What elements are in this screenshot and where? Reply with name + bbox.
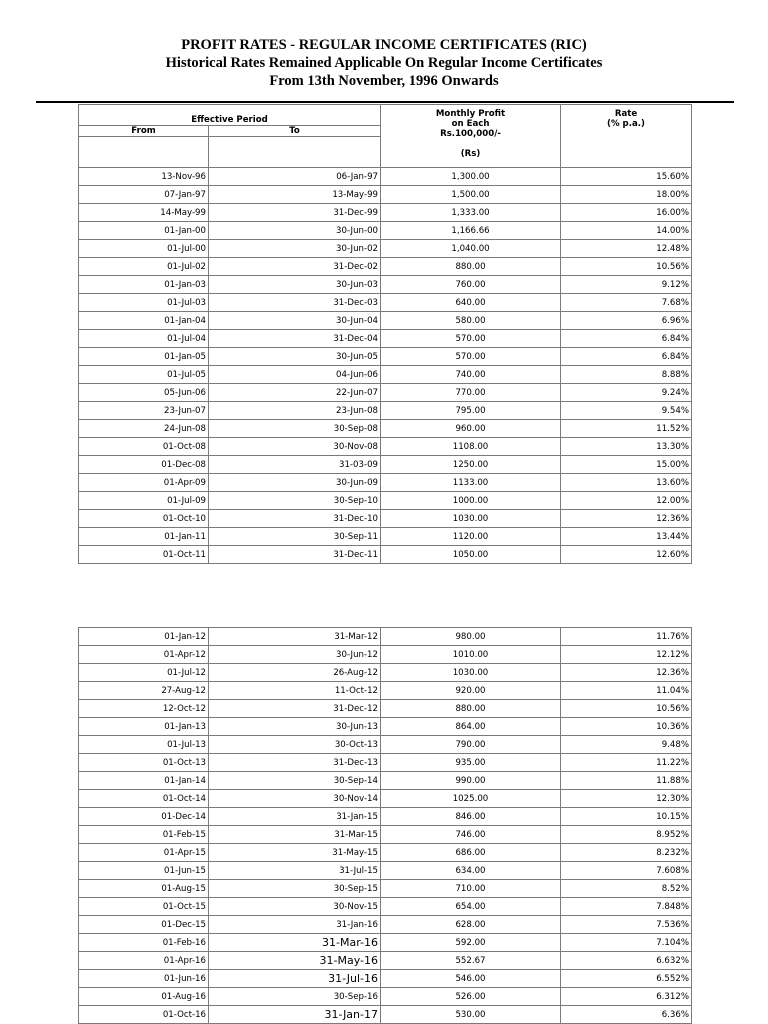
cell-rate: 6.84% — [561, 348, 692, 366]
table-row — [79, 258, 692, 276]
cell-to: 30-Sep-08 — [209, 420, 381, 438]
table-row — [79, 168, 692, 186]
cell-profit: 920.00 — [381, 682, 561, 700]
cell-rate: 11.88% — [561, 772, 692, 790]
cell-profit: 795.00 — [381, 402, 561, 420]
cell-to: 30-Sep-16 — [209, 988, 381, 1006]
cell-from: 01-Apr-12 — [79, 646, 209, 664]
cell-from: 01-Dec-08 — [79, 456, 209, 474]
table-row — [79, 934, 692, 952]
cell-from: 01-Jun-15 — [79, 862, 209, 880]
table-row — [79, 646, 692, 664]
cell-profit: 526.00 — [381, 988, 561, 1006]
cell-profit: 1120.00 — [381, 528, 561, 546]
cell-from: 12-Oct-12 — [79, 700, 209, 718]
header-from-spacer — [79, 137, 209, 168]
cell-profit: 580.00 — [381, 312, 561, 330]
cell-profit: 1,300.00 — [381, 168, 561, 186]
table-row — [79, 862, 692, 880]
table-row — [79, 348, 692, 366]
cell-to: 31-Mar-12 — [209, 628, 381, 646]
cell-from: 24-Jun-08 — [79, 420, 209, 438]
cell-profit: 990.00 — [381, 772, 561, 790]
cell-rate: 6.36% — [561, 1006, 692, 1024]
table-row — [79, 204, 692, 222]
cell-from: 01-Aug-16 — [79, 988, 209, 1006]
cell-to: 23-Jun-08 — [209, 402, 381, 420]
cell-to: 31-Jul-15 — [209, 862, 381, 880]
table-row — [79, 528, 692, 546]
cell-profit: 628.00 — [381, 916, 561, 934]
cell-rate: 12.36% — [561, 510, 692, 528]
cell-to: 30-Jun-00 — [209, 222, 381, 240]
cell-rate: 10.56% — [561, 700, 692, 718]
page-subtitle: Historical Rates Remained Applicable On Regular Income Certificates — [165, 55, 603, 71]
cell-from: 01-Jan-04 — [79, 312, 209, 330]
cell-profit: 935.00 — [381, 754, 561, 772]
cell-rate: 16.00% — [561, 204, 692, 222]
cell-profit: 1250.00 — [381, 456, 561, 474]
cell-from: 01-Oct-15 — [79, 898, 209, 916]
cell-rate: 13.44% — [561, 528, 692, 546]
cell-to: 30-Sep-14 — [209, 772, 381, 790]
cell-profit: 980.00 — [381, 628, 561, 646]
cell-from: 01-Jan-03 — [79, 276, 209, 294]
cell-rate: 7.104% — [561, 934, 692, 952]
table-row — [79, 546, 692, 564]
cell-from: 01-Jul-13 — [79, 736, 209, 754]
cell-rate: 13.30% — [561, 438, 692, 456]
cell-to: 31-Dec-03 — [209, 294, 381, 312]
table-row — [79, 222, 692, 240]
cell-rate: 15.60% — [561, 168, 692, 186]
table-row — [79, 312, 692, 330]
cell-rate: 6.552% — [561, 970, 692, 988]
cell-to: 31-Dec-99 — [209, 204, 381, 222]
cell-from: 01-Dec-14 — [79, 808, 209, 826]
cell-to: 31-Mar-16 — [209, 934, 381, 952]
cell-profit: 746.00 — [381, 826, 561, 844]
cell-rate: 11.52% — [561, 420, 692, 438]
cell-to: 30-Sep-15 — [209, 880, 381, 898]
cell-to: 30-Nov-08 — [209, 438, 381, 456]
cell-from: 01-Jan-05 — [79, 348, 209, 366]
table-row — [79, 474, 692, 492]
header-monthly-profit-line2: on Each — [451, 119, 490, 129]
cell-from: 01-Oct-14 — [79, 790, 209, 808]
cell-from: 01-Jan-13 — [79, 718, 209, 736]
cell-to: 30-Jun-13 — [209, 718, 381, 736]
cell-from: 01-Jul-12 — [79, 664, 209, 682]
cell-from: 01-Apr-15 — [79, 844, 209, 862]
cell-to: 31-Dec-13 — [209, 754, 381, 772]
table-row — [79, 420, 692, 438]
cell-rate: 6.632% — [561, 952, 692, 970]
cell-rate: 9.48% — [561, 736, 692, 754]
table-row — [79, 736, 692, 754]
cell-rate: 8.952% — [561, 826, 692, 844]
table-row — [79, 456, 692, 474]
cell-rate: 12.48% — [561, 240, 692, 258]
rates-table-bottom — [78, 627, 692, 1024]
cell-rate: 14.00% — [561, 222, 692, 240]
cell-rate: 9.24% — [561, 384, 692, 402]
cell-rate: 6.96% — [561, 312, 692, 330]
cell-rate: 7.68% — [561, 294, 692, 312]
cell-from: 01-Apr-16 — [79, 952, 209, 970]
cell-profit: 530.00 — [381, 1006, 561, 1024]
cell-from: 01-Oct-10 — [79, 510, 209, 528]
cell-rate: 6.312% — [561, 988, 692, 1006]
cell-rate: 7.848% — [561, 898, 692, 916]
table-row — [79, 510, 692, 528]
cell-from: 01-Apr-09 — [79, 474, 209, 492]
cell-to: 31-May-15 — [209, 844, 381, 862]
page-titles — [0, 36, 768, 90]
table-row — [79, 628, 692, 646]
cell-profit: 770.00 — [381, 384, 561, 402]
cell-from: 01-Jul-00 — [79, 240, 209, 258]
cell-to: 30-Sep-11 — [209, 528, 381, 546]
table-row — [79, 790, 692, 808]
cell-from: 07-Jan-97 — [79, 186, 209, 204]
cell-from: 01-Jul-02 — [79, 258, 209, 276]
cell-to: 30-Jun-04 — [209, 312, 381, 330]
header-from: From — [79, 126, 209, 137]
cell-from: 23-Jun-07 — [79, 402, 209, 420]
cell-profit: 1,166.66 — [381, 222, 561, 240]
cell-from: 01-Jan-14 — [79, 772, 209, 790]
cell-to: 31-May-16 — [209, 952, 381, 970]
cell-rate: 8.88% — [561, 366, 692, 384]
table-row — [79, 294, 692, 312]
cell-rate: 12.00% — [561, 492, 692, 510]
cell-profit: 1025.00 — [381, 790, 561, 808]
cell-rate: 9.54% — [561, 402, 692, 420]
cell-to: 30-Jun-09 — [209, 474, 381, 492]
cell-profit: 880.00 — [381, 258, 561, 276]
cell-from: 27-Aug-12 — [79, 682, 209, 700]
cell-rate: 10.56% — [561, 258, 692, 276]
cell-profit: 760.00 — [381, 276, 561, 294]
cell-rate: 12.30% — [561, 790, 692, 808]
rates-table-bottom-body — [79, 628, 692, 1024]
header-monthly-profit-unit: (Rs) — [460, 149, 481, 159]
table-row — [79, 898, 692, 916]
page-subtitle-date: From 13th November, 1996 Onwards — [269, 73, 499, 89]
cell-to: 30-Sep-10 — [209, 492, 381, 510]
header-monthly-profit — [381, 105, 561, 168]
cell-profit: 592.00 — [381, 934, 561, 952]
cell-profit: 1050.00 — [381, 546, 561, 564]
cell-rate: 10.15% — [561, 808, 692, 826]
cell-to: 31-03-09 — [209, 456, 381, 474]
table-row — [79, 988, 692, 1006]
cell-to: 26-Aug-12 — [209, 664, 381, 682]
cell-to: 30-Jun-05 — [209, 348, 381, 366]
cell-rate: 12.60% — [561, 546, 692, 564]
cell-from: 05-Jun-06 — [79, 384, 209, 402]
table-row — [79, 492, 692, 510]
cell-to: 31-Dec-11 — [209, 546, 381, 564]
cell-profit: 1108.00 — [381, 438, 561, 456]
cell-to: 31-Jan-17 — [209, 1006, 381, 1024]
cell-profit: 710.00 — [381, 880, 561, 898]
table-row — [79, 366, 692, 384]
cell-profit: 864.00 — [381, 718, 561, 736]
cell-from: 01-Jan-12 — [79, 628, 209, 646]
table-row — [79, 186, 692, 204]
cell-to: 31-Dec-12 — [209, 700, 381, 718]
cell-to: 30-Jun-02 — [209, 240, 381, 258]
cell-from: 01-Aug-15 — [79, 880, 209, 898]
header-monthly-profit-line3: Rs.100,000/- — [440, 129, 501, 139]
cell-profit: 552.67 — [381, 952, 561, 970]
cell-to: 06-Jan-97 — [209, 168, 381, 186]
cell-profit: 640.00 — [381, 294, 561, 312]
cell-from: 01-Jul-05 — [79, 366, 209, 384]
header-rate-line2: (% p.a.) — [607, 119, 645, 129]
header-to: To — [209, 126, 381, 137]
cell-rate: 8.232% — [561, 844, 692, 862]
cell-to: 31-Jan-16 — [209, 916, 381, 934]
table-row — [79, 718, 692, 736]
table-row — [79, 916, 692, 934]
cell-to: 13-May-99 — [209, 186, 381, 204]
table-row — [79, 402, 692, 420]
cell-to: 30-Jun-03 — [209, 276, 381, 294]
cell-profit: 654.00 — [381, 898, 561, 916]
cell-profit: 1030.00 — [381, 510, 561, 528]
cell-from: 01-Feb-16 — [79, 934, 209, 952]
cell-to: 31-Mar-15 — [209, 826, 381, 844]
cell-profit: 1,333.00 — [381, 204, 561, 222]
cell-rate: 12.12% — [561, 646, 692, 664]
cell-to: 22-Jun-07 — [209, 384, 381, 402]
table-row — [79, 438, 692, 456]
table-row — [79, 952, 692, 970]
table-row — [79, 808, 692, 826]
table-row — [79, 682, 692, 700]
cell-from: 01-Jul-04 — [79, 330, 209, 348]
table-row — [79, 844, 692, 862]
cell-profit: 686.00 — [381, 844, 561, 862]
cell-rate: 11.04% — [561, 682, 692, 700]
cell-profit: 1,500.00 — [381, 186, 561, 204]
cell-rate: 11.22% — [561, 754, 692, 772]
cell-to: 30-Nov-14 — [209, 790, 381, 808]
page-title: PROFIT RATES - REGULAR INCOME CERTIFICATES (RIC) — [181, 37, 587, 53]
table-row — [79, 276, 692, 294]
cell-from: 01-Jul-09 — [79, 492, 209, 510]
cell-profit: 846.00 — [381, 808, 561, 826]
cell-from: 01-Dec-15 — [79, 916, 209, 934]
cell-to: 31-Jul-16 — [209, 970, 381, 988]
cell-rate: 8.52% — [561, 880, 692, 898]
cell-to: 31-Jan-15 — [209, 808, 381, 826]
cell-to: 31-Dec-02 — [209, 258, 381, 276]
cell-from: 01-Oct-16 — [79, 1006, 209, 1024]
table-row — [79, 754, 692, 772]
rates-table-top-body — [79, 168, 692, 564]
header-monthly-profit-line1: Monthly Profit — [435, 109, 506, 119]
cell-from: 01-Feb-15 — [79, 826, 209, 844]
header-rate — [561, 105, 692, 168]
horizontal-rule — [36, 101, 734, 103]
table-row — [79, 664, 692, 682]
cell-to: 31-Dec-04 — [209, 330, 381, 348]
cell-rate: 10.36% — [561, 718, 692, 736]
cell-from: 13-Nov-96 — [79, 168, 209, 186]
cell-rate: 12.36% — [561, 664, 692, 682]
cell-profit: 546.00 — [381, 970, 561, 988]
header-to-spacer — [209, 137, 381, 168]
table-row — [79, 700, 692, 718]
cell-profit: 570.00 — [381, 348, 561, 366]
table-row — [79, 826, 692, 844]
cell-from: 14-May-99 — [79, 204, 209, 222]
cell-profit: 1000.00 — [381, 492, 561, 510]
cell-from: 01-Jan-00 — [79, 222, 209, 240]
cell-rate: 18.00% — [561, 186, 692, 204]
cell-to: 30-Nov-15 — [209, 898, 381, 916]
cell-to: 30-Oct-13 — [209, 736, 381, 754]
cell-rate: 6.84% — [561, 330, 692, 348]
header-rate-line1: Rate — [614, 109, 638, 119]
cell-from: 01-Oct-08 — [79, 438, 209, 456]
cell-profit: 880.00 — [381, 700, 561, 718]
cell-from: 01-Oct-11 — [79, 546, 209, 564]
header-effective-period: Effective Period — [79, 105, 381, 126]
cell-rate: 11.76% — [561, 628, 692, 646]
cell-profit: 570.00 — [381, 330, 561, 348]
cell-profit: 1133.00 — [381, 474, 561, 492]
cell-profit: 634.00 — [381, 862, 561, 880]
cell-from: 01-Jun-16 — [79, 970, 209, 988]
table-row — [79, 772, 692, 790]
cell-to: 04-Jun-06 — [209, 366, 381, 384]
table-row — [79, 240, 692, 258]
cell-from: 01-Jan-11 — [79, 528, 209, 546]
table-row — [79, 970, 692, 988]
cell-profit: 790.00 — [381, 736, 561, 754]
cell-profit: 1010.00 — [381, 646, 561, 664]
cell-to: 30-Jun-12 — [209, 646, 381, 664]
rates-table-top — [78, 104, 692, 564]
cell-profit: 1030.00 — [381, 664, 561, 682]
table-row — [79, 1006, 692, 1024]
cell-from: 01-Oct-13 — [79, 754, 209, 772]
cell-rate: 7.608% — [561, 862, 692, 880]
cell-rate: 13.60% — [561, 474, 692, 492]
table-row — [79, 880, 692, 898]
cell-profit: 960.00 — [381, 420, 561, 438]
cell-profit: 740.00 — [381, 366, 561, 384]
cell-rate: 15.00% — [561, 456, 692, 474]
cell-to: 11-Oct-12 — [209, 682, 381, 700]
cell-to: 31-Dec-10 — [209, 510, 381, 528]
table-row — [79, 330, 692, 348]
cell-rate: 9.12% — [561, 276, 692, 294]
cell-from: 01-Jul-03 — [79, 294, 209, 312]
table-row — [79, 384, 692, 402]
cell-rate: 7.536% — [561, 916, 692, 934]
cell-profit: 1,040.00 — [381, 240, 561, 258]
